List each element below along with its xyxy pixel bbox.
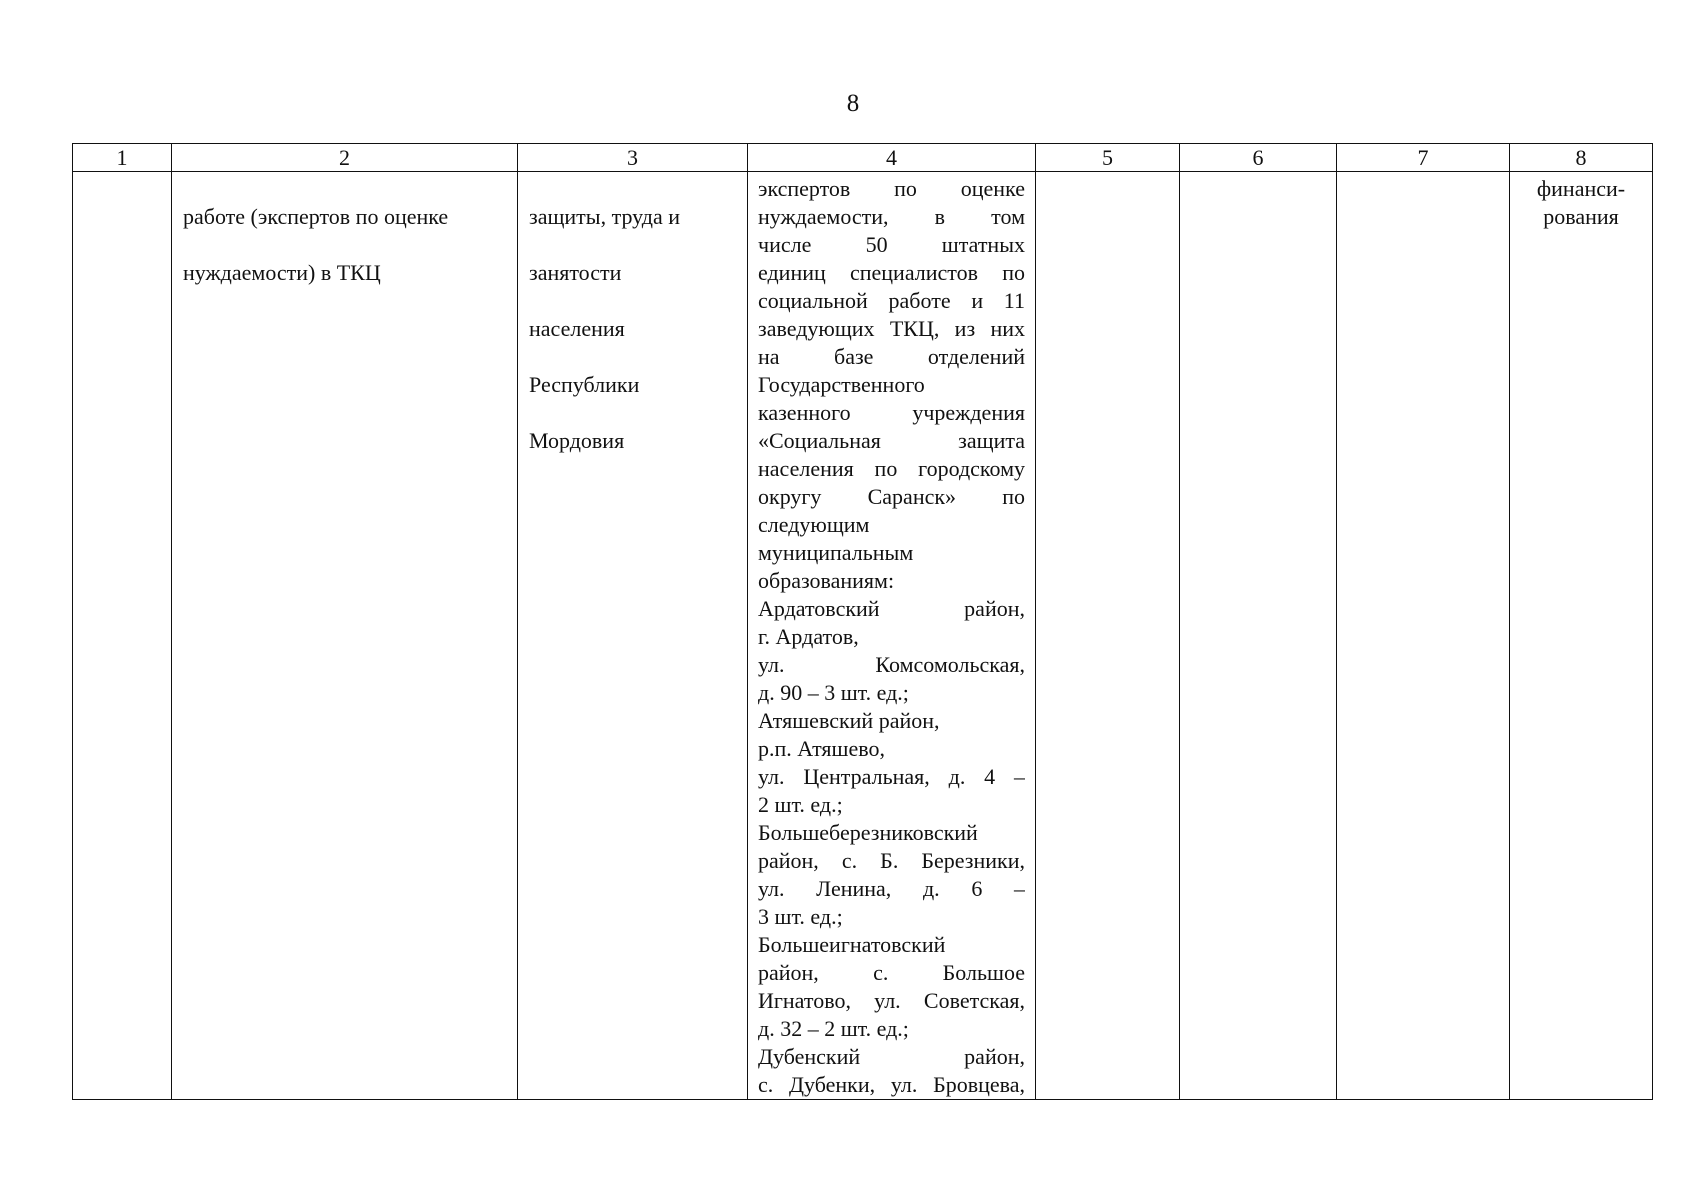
column-header-5: 5: [1036, 144, 1180, 172]
cell-col6: [1180, 172, 1337, 1100]
col4-line: д. 32 – 2 шт. ед.;: [758, 1016, 909, 1041]
cell-col3: [518, 172, 748, 1100]
col4-line: казенного учреждения: [758, 400, 1025, 425]
col8-line: рования: [1543, 204, 1619, 229]
col4-line: район, с. Б. Березники,: [758, 848, 1025, 873]
col4-line: следующим: [758, 512, 870, 537]
column-header-1: 1: [73, 144, 172, 172]
col4-line: г. Ардатов,: [758, 624, 859, 649]
col4-line: социальной работе и 11: [758, 288, 1025, 313]
col4-line: округу Саранск» по: [758, 484, 1025, 509]
page-number: 8: [846, 90, 860, 117]
col8-line: финанси-: [1536, 176, 1626, 201]
col4-line: Атяшевский район,: [758, 708, 940, 733]
col4-line: заведующих ТКЦ, из них: [758, 316, 1025, 341]
col4-text-block: [748, 172, 1035, 1099]
document-table: [72, 143, 1653, 1100]
column-header-2: 2: [172, 144, 518, 172]
cell-col1: [73, 172, 172, 1100]
col4-line: на базе отделений: [758, 344, 1025, 369]
cell-col8: [1510, 172, 1653, 1100]
col4-line: Игнатово, ул. Советская,: [758, 988, 1025, 1013]
col4-line: 3 шт. ед.;: [758, 904, 843, 929]
col4-line: числе 50 штатных: [758, 232, 1025, 257]
col4-line: район, с. Большое: [758, 960, 1025, 985]
column-header-8: 8: [1510, 144, 1653, 172]
col4-line: 2 шт. ед.;: [758, 792, 843, 817]
col4-line: ул. Центральная, д. 4 –: [758, 764, 1025, 789]
col4-line: ул. Комсомольская,: [758, 652, 1025, 677]
col3-line: защиты, труда и: [529, 204, 681, 229]
col4-line: Ардатовский район,: [758, 596, 1025, 621]
col4-line: образованиям:: [758, 568, 895, 593]
col4-line: «Социальная защита: [758, 428, 1025, 453]
column-header-3: 3: [518, 144, 748, 172]
col4-line: нуждаемости, в том: [758, 204, 1025, 229]
cell-col5: [1036, 172, 1180, 1100]
col4-line: с. Дубенки, ул. Бровцева,: [758, 1072, 1025, 1097]
col2-line: нуждаемости) в ТКЦ: [183, 260, 381, 285]
col4-line: д. 90 – 3 шт. ед.;: [758, 680, 909, 705]
col4-line: Большеберезниковский: [758, 820, 978, 845]
table-row: [73, 172, 1653, 1100]
col3-line: занятости: [529, 260, 622, 285]
table-header-row: [73, 144, 1653, 172]
col4-line: единиц специалистов по: [758, 260, 1025, 285]
col3-line: Республики: [529, 372, 640, 397]
column-header-7: 7: [1337, 144, 1510, 172]
cell-col2: [172, 172, 518, 1100]
col4-line: Большеигнатовский: [758, 932, 946, 957]
col4-line: ул. Ленина, д. 6 –: [758, 876, 1025, 901]
col4-line: Государственного: [758, 372, 925, 397]
column-header-4: 4: [748, 144, 1036, 172]
col3-line: населения: [529, 316, 625, 341]
cell-col4: [748, 172, 1036, 1100]
col4-line: муниципальным: [758, 540, 914, 565]
col4-line: р.п. Атяшево,: [758, 736, 885, 761]
col4-line: населения по городскому: [758, 456, 1025, 481]
column-header-6: 6: [1180, 144, 1337, 172]
col4-line: экспертов по оценке: [758, 176, 1025, 201]
col2-line: работе (экспертов по оценке: [183, 204, 449, 229]
cell-col7: [1337, 172, 1510, 1100]
col4-line: Дубенский район,: [758, 1044, 1025, 1069]
col3-line: Мордовия: [529, 428, 625, 453]
